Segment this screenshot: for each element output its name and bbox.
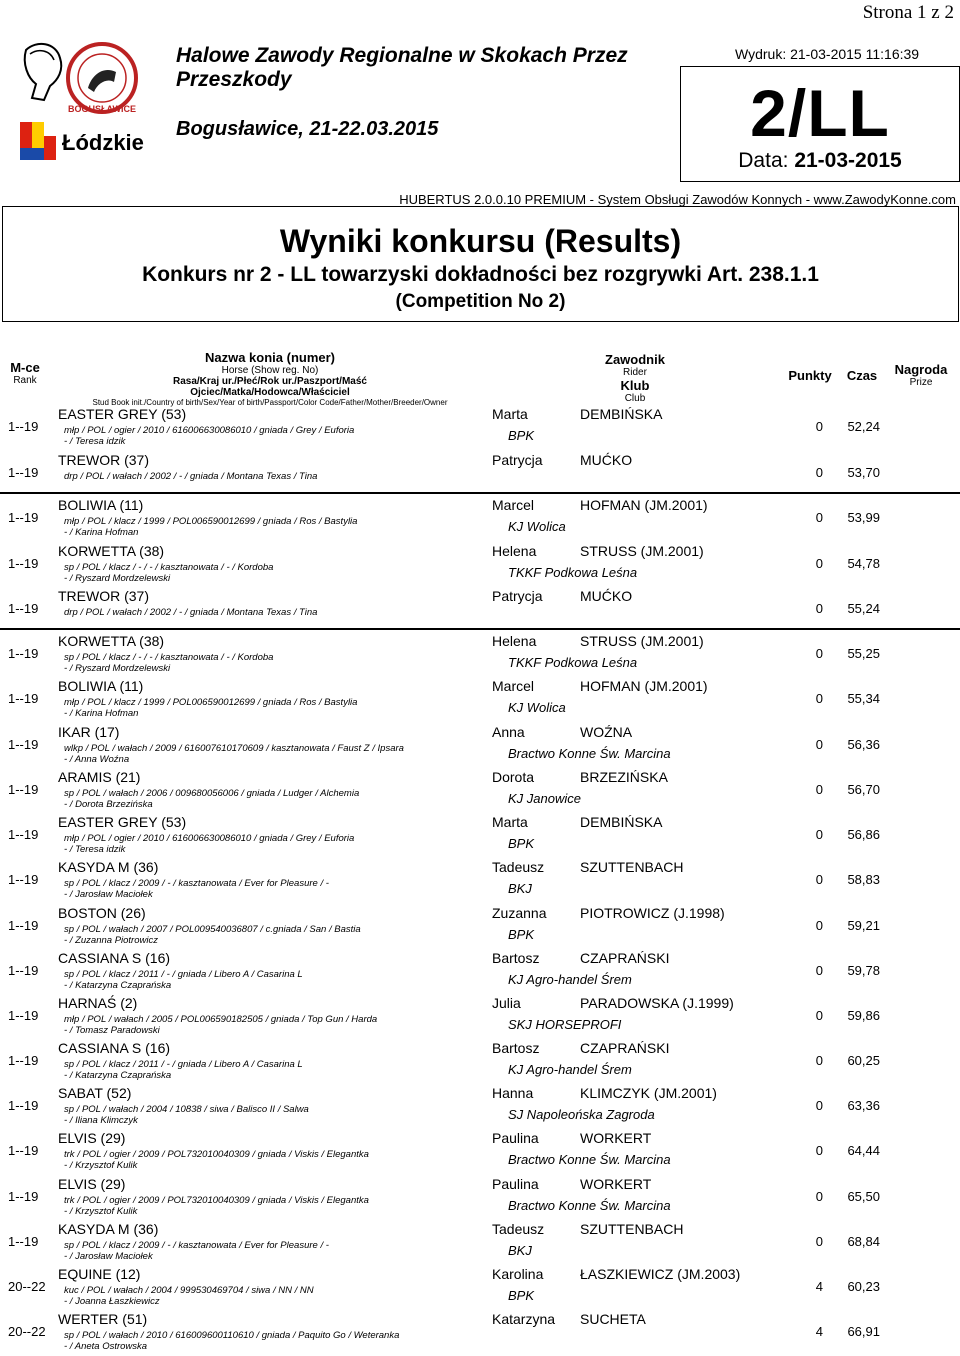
- horse-owner: - / Iliana Klimczyk: [64, 1115, 138, 1126]
- result-row: [0, 1085, 960, 1130]
- horse-owner: - / Karina Hofman: [64, 708, 139, 719]
- time: 64,44: [847, 1143, 880, 1158]
- points: 0: [815, 918, 823, 933]
- time: 63,36: [847, 1098, 880, 1113]
- rider-first-name: Marta: [492, 814, 528, 830]
- points: 0: [815, 601, 823, 616]
- horse-details: trk / POL / ogier / 2009 / POL732010040309 / gniada / Viskis / Elegantka: [64, 1149, 369, 1160]
- result-row: [0, 1130, 960, 1175]
- logo-text: Łódzkie: [62, 130, 144, 155]
- rider-last-name: KLIMCZYK (JM.2001): [580, 1085, 717, 1101]
- points: 0: [815, 419, 823, 434]
- horse-owner: - / Anna Woźna: [64, 754, 130, 765]
- time: 56,36: [847, 737, 880, 752]
- horse-name: TREWOR (37): [58, 452, 149, 468]
- horse-details: sp / POL / wałach / 2006 / 009680056006 / gniada / Ludger / Alchemia: [64, 788, 360, 799]
- result-row: [0, 859, 960, 904]
- page-number: Strona 1 z 2: [862, 2, 954, 23]
- rider-first-name: Marcel: [492, 678, 535, 694]
- rider-last-name: STRUSS (JM.2001): [580, 633, 704, 649]
- rider-club: Bractwo Konne Św. Marcina: [508, 1152, 671, 1167]
- horse-owner: - / Ryszard Mordzelewski: [64, 663, 171, 674]
- result-row: [0, 497, 960, 542]
- result-row: [0, 724, 960, 769]
- points: 4: [815, 1279, 823, 1294]
- results-title-box: [2, 206, 959, 322]
- horse-details: sp / POL / klacz / 2009 / - / kasztanowata / Ever for Pleasure / -: [64, 878, 329, 889]
- horse-name: ELVIS (29): [58, 1176, 126, 1192]
- points: 4: [815, 1324, 823, 1339]
- rider-club: TKKF Podkowa Leśna: [508, 655, 638, 670]
- rider-last-name: PIOTROWICZ (J.1998): [580, 905, 725, 921]
- software-line: HUBERTUS 2.0.0.10 PREMIUM - System Obsługi Zawodów Konnych - www.ZawodyKonne.com: [399, 192, 956, 207]
- result-row: [0, 905, 960, 950]
- horse-details: młp / POL / klacz / 1999 / POL006590012699 / gniada / Ros / Bastylia: [64, 516, 358, 527]
- header-prize-en: Prize: [909, 377, 933, 388]
- rider-last-name: SZUTTENBACH: [580, 1221, 684, 1237]
- horse-details: sp / POL / klacz / 2011 / - / gniada / Libero A / Casarina L: [64, 1059, 303, 1070]
- horse-details: kuc / POL / wałach / 2004 / 999530469704 / siwa / NN / NN: [64, 1285, 314, 1296]
- rider-first-name: Marta: [492, 406, 528, 422]
- horse-details: drp / POL / wałach / 2002 / - / gniada / Montana Texas / Tina: [64, 471, 318, 482]
- rider-first-name: Bartosz: [492, 1040, 540, 1056]
- rider-last-name: SZUTTENBACH: [580, 859, 684, 875]
- horse-owner: - / Jarosław Maciołek: [64, 1251, 153, 1262]
- rider-first-name: Marcel: [492, 497, 535, 513]
- rider-first-name: Katarzyna: [492, 1311, 556, 1327]
- result-row: [0, 633, 960, 678]
- rider-club: KJ Wolica: [508, 700, 566, 715]
- horse-name: TREWOR (37): [58, 588, 149, 604]
- rider-club: KJ Janowice: [508, 791, 581, 806]
- time: 66,91: [847, 1324, 880, 1339]
- points: 0: [815, 646, 823, 661]
- rider-last-name: WORKERT: [580, 1176, 652, 1192]
- rider-club: BKJ: [508, 1243, 532, 1258]
- horse-owner: - / Krzysztof Kulik: [64, 1160, 138, 1171]
- rider-first-name: Helena: [492, 633, 537, 649]
- points: 0: [815, 737, 823, 752]
- time: 65,50: [847, 1189, 880, 1204]
- points: 0: [815, 556, 823, 571]
- rider-last-name: DEMBIŃSKA: [580, 406, 663, 422]
- horse-name: ARAMIS (21): [58, 769, 141, 785]
- rider-last-name: WOŹNA: [580, 724, 633, 740]
- header-prize: [888, 362, 954, 388]
- header-horse-pl: Nazwa konia (numer): [204, 350, 336, 365]
- points: 0: [815, 1234, 823, 1249]
- rank: 20--22: [8, 1324, 46, 1339]
- points: 0: [815, 1008, 823, 1023]
- rider-club: BPK: [508, 927, 535, 942]
- result-row: [0, 1311, 960, 1356]
- competition-subtitle: (Competition No 2): [395, 291, 566, 312]
- horse-name: ELVIS (29): [58, 1130, 126, 1146]
- horse-owner: - / Tomasz Paradowski: [64, 1025, 160, 1036]
- event-title: Halowe Zawody Regionalne w Skokach Przez Przeszkody: [176, 44, 628, 91]
- rider-last-name: HOFMAN (JM.2001): [580, 678, 708, 694]
- rider-last-name: CZAPRAŃSKI: [580, 950, 670, 966]
- rider-first-name: Tadeusz: [492, 859, 545, 875]
- rider-first-name: Zuzanna: [492, 905, 547, 921]
- rank: 1--19: [8, 646, 39, 661]
- rider-first-name: Julia: [492, 995, 521, 1011]
- rider-first-name: Paulina: [492, 1130, 539, 1146]
- time: 55,24: [847, 601, 880, 616]
- horse-owner: - / Ryszard Mordzelewski: [64, 573, 171, 584]
- time: 59,86: [847, 1008, 880, 1023]
- horse-name: IKAR (17): [58, 724, 120, 740]
- rank: 1--19: [8, 601, 39, 616]
- rider-club: KJ Wolica: [508, 519, 566, 534]
- competition-title: Konkurs nr 2 - LL towarzyski dokładności bez rozgrywki Art. 238.1.1: [142, 263, 819, 286]
- time: 60,25: [847, 1053, 880, 1068]
- points: 0: [815, 1143, 823, 1158]
- time: 53,99: [847, 510, 880, 525]
- rider-last-name: WORKERT: [580, 1130, 652, 1146]
- horse-name: KORWETTA (38): [58, 543, 165, 559]
- result-row: [0, 995, 960, 1040]
- competition-date: [681, 149, 959, 173]
- competition-code-box: [680, 66, 960, 182]
- result-row: [0, 588, 960, 633]
- rider-last-name: STRUSS (JM.2001): [580, 543, 704, 559]
- horse-owner: - / Zuzanna Piotrowicz: [64, 935, 158, 946]
- horse-name: KASYDA M (36): [58, 859, 159, 875]
- header-horse-l3: Ojciec/Matka/Hodowca/Właściciel: [190, 387, 350, 398]
- header-club-en: Club: [624, 393, 646, 404]
- time: 55,25: [847, 646, 880, 661]
- horse-name: EASTER GREY (53): [58, 814, 187, 830]
- rider-first-name: Karolina: [492, 1266, 544, 1282]
- rider-club: SJ Napoleońska Zagroda: [508, 1107, 655, 1122]
- points: 0: [815, 1098, 823, 1113]
- rider-club: BPK: [508, 1288, 535, 1303]
- result-row: [0, 950, 960, 995]
- header-rider-club: [560, 352, 710, 404]
- rank: 1--19: [8, 1008, 39, 1023]
- time: 59,21: [847, 918, 880, 933]
- rider-last-name: PARADOWSKA (J.1999): [580, 995, 734, 1011]
- header-horse-l4: Stud Book init./Country of birth/Sex/Year of birth/Passport/Color Code/Father/Mother/Breeder/Owner: [92, 398, 448, 407]
- date-label: Data:: [738, 149, 789, 172]
- horse-name: EASTER GREY (53): [58, 406, 187, 422]
- header-horse-en: Horse (Show reg. No): [221, 365, 319, 376]
- header-rider-pl: Zawodnik: [605, 352, 665, 367]
- result-row: [0, 406, 960, 451]
- points: 0: [815, 963, 823, 978]
- rank: 1--19: [8, 963, 39, 978]
- result-row: [0, 452, 960, 497]
- header-rank-pl: M-ce: [10, 360, 40, 375]
- header-horse: [80, 350, 460, 407]
- rider-first-name: Patrycja: [492, 588, 543, 604]
- time: 54,78: [847, 556, 880, 571]
- horse-name: BOSTON (26): [58, 905, 146, 921]
- result-row: [0, 1221, 960, 1266]
- header-club-pl: Klub: [620, 378, 650, 393]
- horse-name: BOLIWIA (11): [58, 678, 144, 694]
- horse-details: sp / POL / klacz / - / - / kasztanowata / - / Kordoba: [64, 652, 274, 663]
- rider-first-name: Hanna: [492, 1085, 534, 1101]
- horse-details: drp / POL / wałach / 2002 / - / gniada / Montana Texas / Tina: [64, 607, 318, 618]
- horse-name: EQUINE (12): [58, 1266, 141, 1282]
- rank: 1--19: [8, 782, 39, 797]
- rank: 1--19: [8, 1143, 39, 1158]
- rider-last-name: DEMBIŃSKA: [580, 814, 663, 830]
- horse-name: KORWETTA (38): [58, 633, 165, 649]
- rank: 1--19: [8, 1098, 39, 1113]
- rank: 20--22: [8, 1279, 46, 1294]
- rider-first-name: Anna: [492, 724, 525, 740]
- horse-name: KASYDA M (36): [58, 1221, 159, 1237]
- rider-last-name: ŁASZKIEWICZ (JM.2003): [580, 1266, 741, 1282]
- event-place-date: Bogusławice, 21-22.03.2015: [176, 118, 439, 140]
- points: 0: [815, 691, 823, 706]
- time: 56,70: [847, 782, 880, 797]
- horse-details: młp / POL / ogier / 2010 / 616006630086010 / gniada / Grey / Euforia: [64, 425, 355, 436]
- horse-name: SABAT (52): [58, 1085, 132, 1101]
- horse-owner: - / Aneta Ostrowska: [64, 1341, 148, 1352]
- rider-first-name: Helena: [492, 543, 537, 559]
- rider-club: SKJ HORSEPROFI: [508, 1017, 622, 1032]
- rider-club: KJ Agro-handel Śrem: [508, 1062, 632, 1077]
- time: 53,70: [847, 465, 880, 480]
- points: 0: [815, 510, 823, 525]
- header-points-label: Punkty: [788, 368, 832, 383]
- horse-details: sp / POL / klacz / 2011 / - / gniada / Libero A / Casarina L: [64, 969, 303, 980]
- header-prize-pl: Nagroda: [894, 362, 948, 377]
- rank: 1--19: [8, 419, 39, 434]
- horse-name: HARNAŚ (2): [58, 995, 138, 1011]
- results-title: Wyniki konkursu (Results): [279, 223, 682, 259]
- printout-timestamp: Wydruk: 21-03-2015 11:16:39: [735, 46, 920, 62]
- horse-owner: - / Joanna Łaszkiewicz: [64, 1296, 160, 1307]
- result-row: [0, 1266, 960, 1311]
- rank: 1--19: [8, 556, 39, 571]
- rider-last-name: HOFMAN (JM.2001): [580, 497, 708, 513]
- header-horse-l2: Rasa/Kraj ur./Płeć/Rok ur./Paszport/Maść: [173, 376, 367, 387]
- rider-club: KJ Agro-handel Śrem: [508, 972, 632, 987]
- rank: 1--19: [8, 691, 39, 706]
- rank: 1--19: [8, 1234, 39, 1249]
- rider-first-name: Bartosz: [492, 950, 540, 966]
- rider-last-name: MUĆKO: [580, 588, 633, 604]
- horse-details: sp / POL / wałach / 2004 / 10838 / siwa / Balisco II / Salwa: [64, 1104, 309, 1115]
- points: 0: [815, 827, 823, 842]
- time: 52,24: [847, 419, 880, 434]
- horse-details: sp / POL / wałach / 2007 / POL009540036807 / c.gniada / San / Bastia: [64, 924, 361, 935]
- header-points: [784, 368, 836, 383]
- rider-first-name: Dorota: [492, 769, 535, 785]
- result-row: [0, 1040, 960, 1085]
- result-row: [0, 1176, 960, 1221]
- rider-last-name: BRZEZIŃSKA: [580, 769, 668, 785]
- horse-details: młp / POL / wałach / 2005 / POL006590182505 / gniada / Top Gun / Harda: [64, 1014, 378, 1025]
- rank: 1--19: [8, 872, 39, 887]
- points: 0: [815, 1053, 823, 1068]
- rider-first-name: Patrycja: [492, 452, 543, 468]
- horse-owner: - / Krzysztof Kulik: [64, 1206, 138, 1217]
- horse-details: sp / POL / klacz / 2009 / - / kasztanowata / Ever for Pleasure / -: [64, 1240, 329, 1251]
- horse-name: WERTER (51): [58, 1311, 148, 1327]
- rider-last-name: CZAPRAŃSKI: [580, 1040, 670, 1056]
- points: 0: [815, 872, 823, 887]
- points: 0: [815, 782, 823, 797]
- horse-details: trk / POL / ogier / 2009 / POL732010040309 / gniada / Viskis / Elegantka: [64, 1195, 369, 1206]
- points: 0: [815, 1189, 823, 1204]
- rank: 1--19: [8, 737, 39, 752]
- result-row: [0, 678, 960, 723]
- event-logo-icon: [18, 40, 153, 168]
- horse-name: CASSIANA S (16): [58, 950, 171, 966]
- horse-owner: - / Katarzyna Czaprańska: [64, 980, 172, 991]
- rider-first-name: Paulina: [492, 1176, 539, 1192]
- header-rider-en: Rider: [623, 367, 647, 378]
- horse-details: młp / POL / ogier / 2010 / 616006630086010 / gniada / Grey / Euforia: [64, 833, 355, 844]
- rider-last-name: MUĆKO: [580, 452, 633, 468]
- rider-club: Bractwo Konne Św. Marcina: [508, 746, 671, 761]
- time: 55,34: [847, 691, 880, 706]
- horse-owner: - / Karina Hofman: [64, 527, 139, 538]
- horse-details: sp / POL / klacz / - / - / kasztanowata / - / Kordoba: [64, 562, 274, 573]
- rank: 1--19: [8, 827, 39, 842]
- horse-details: sp / POL / wałach / 2010 / 616009600110610 / gniada / Paquito Go / Weteranka: [64, 1330, 400, 1341]
- rank: 1--19: [8, 465, 39, 480]
- header-rank: [0, 360, 50, 386]
- rider-first-name: Tadeusz: [492, 1221, 545, 1237]
- horse-owner: - / Katarzyna Czaprańska: [64, 1070, 172, 1081]
- points: 0: [815, 465, 823, 480]
- horse-details: wlkp / POL / wałach / 2009 / 616007610170609 / kasztanowata / Faust Z / Ipsara: [64, 743, 404, 754]
- competition-code: 2/LL: [750, 76, 890, 150]
- rank: 1--19: [8, 918, 39, 933]
- time: 68,84: [847, 1234, 880, 1249]
- horse-owner: - / Dorota Brzezińska: [64, 799, 153, 810]
- rank: 1--19: [8, 1053, 39, 1068]
- result-row: [0, 769, 960, 814]
- time: 58,83: [847, 872, 880, 887]
- rider-club: BKJ: [508, 881, 532, 896]
- rider-club: Bractwo Konne Św. Marcina: [508, 1198, 671, 1213]
- horse-owner: - / Teresa idzik: [64, 844, 126, 855]
- horse-owner: - / Teresa idzik: [64, 436, 126, 447]
- date-value: 21-03-2015: [794, 149, 902, 172]
- result-row: [0, 543, 960, 588]
- rider-last-name: SUCHETA: [580, 1311, 646, 1327]
- rank: 1--19: [8, 510, 39, 525]
- horse-name: BOLIWIA (11): [58, 497, 144, 513]
- time: 56,86: [847, 827, 880, 842]
- header-time: [842, 368, 882, 383]
- rank: 1--19: [8, 1189, 39, 1204]
- rider-club: TKKF Podkowa Leśna: [508, 565, 638, 580]
- region-logo: [18, 40, 153, 168]
- horse-owner: - / Jarosław Maciołek: [64, 889, 153, 900]
- rider-club: BPK: [508, 836, 535, 851]
- rider-club: BPK: [508, 428, 535, 443]
- logo-ring-text: BOGUSŁAWICE: [67, 104, 137, 114]
- header-time-label: Czas: [846, 368, 878, 383]
- time: 59,78: [847, 963, 880, 978]
- header-rank-en: Rank: [13, 375, 37, 386]
- horse-details: młp / POL / klacz / 1999 / POL006590012699 / gniada / Ros / Bastylia: [64, 697, 358, 708]
- result-row: [0, 814, 960, 859]
- time: 60,23: [847, 1279, 880, 1294]
- horse-name: CASSIANA S (16): [58, 1040, 171, 1056]
